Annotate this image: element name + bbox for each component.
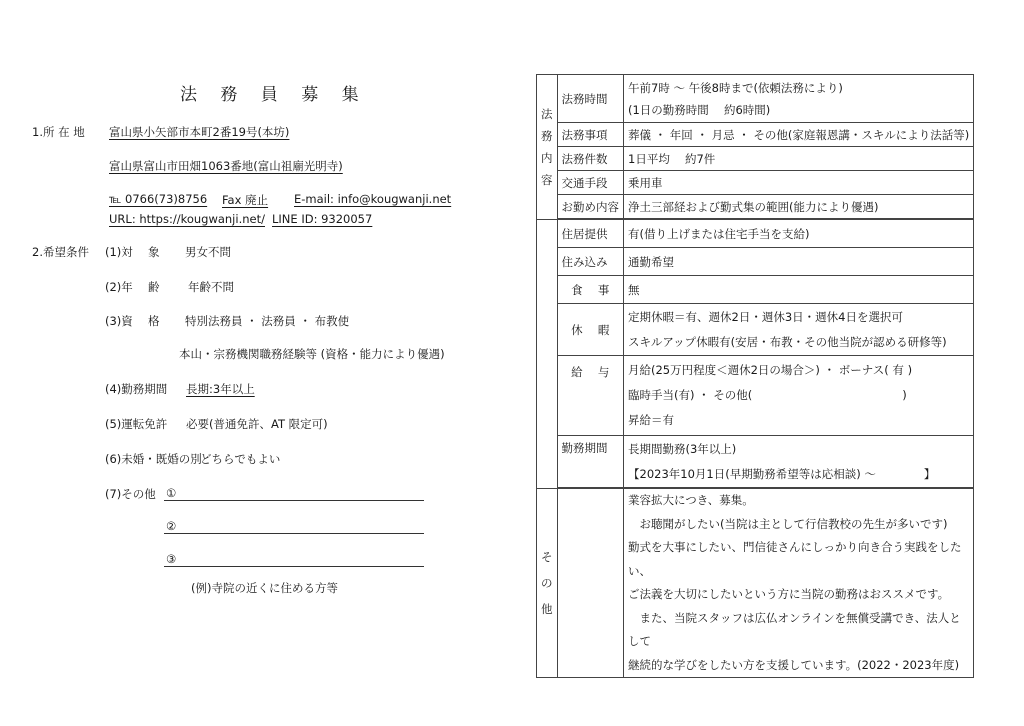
- salary-raise: 昇給＝有: [628, 413, 674, 427]
- cond-label: (6)未婚・既婚の別: [105, 452, 202, 466]
- row-value: 浄土三部経および勤式集の範囲(能力により優遇): [624, 195, 974, 219]
- section-label-other: そ の 他: [537, 489, 558, 678]
- terms-table: [536, 74, 974, 678]
- section-label-houmu: 法 務 内 容: [537, 75, 558, 220]
- table-row: [537, 356, 974, 436]
- row-value: [624, 356, 974, 436]
- holiday-skillup: スキルアップ休暇有(安居・布教・その他当院が認める研修等): [628, 334, 947, 349]
- cond-value: 年齢不問: [188, 280, 234, 294]
- row-label: 休 暇: [557, 304, 624, 356]
- table-row: [537, 220, 974, 248]
- period-start: [628, 462, 969, 487]
- salary-extra-close: ): [902, 388, 907, 402]
- cond-value: 特別法務員 ・ 法務員 ・ 布教使: [185, 314, 350, 328]
- salary-extra: [628, 383, 969, 408]
- cond-value-note: 本山・宗務機関職務経験等 (資格・能力により優遇): [179, 347, 445, 361]
- other-item-3: ③: [166, 552, 177, 566]
- table-row: [537, 304, 974, 356]
- blank-line-3: [164, 566, 424, 567]
- cond-label: (2)年 齢: [105, 280, 160, 294]
- website-url[interactable]: URL: https://kougwanji.net/: [109, 212, 265, 226]
- cond-value: 必要(普通免許、AT 限定可): [186, 417, 328, 431]
- table-row: [537, 123, 974, 147]
- blank-line-2: [164, 533, 424, 534]
- table-row: [537, 195, 974, 219]
- cond-label: (5)運転免許: [105, 417, 168, 431]
- row-value: 有(借り上げまたは住宅手当を支給): [624, 220, 974, 248]
- row-label: 交通手段: [557, 171, 624, 195]
- row-value: 1日平均 約7件: [624, 147, 974, 171]
- address-branch: 富山県富山市田畑1063番地(富山祖廟光明寺): [109, 159, 343, 173]
- note-line: 継続的な学びをしたい方を支援しています。(2022・2023年度): [628, 657, 960, 672]
- row-label: 法務件数: [557, 147, 624, 171]
- cond-label: (1)対 象: [105, 245, 160, 259]
- note-line: ご法義を大切にしたいという方に当院の勤務はおススメです。: [628, 587, 950, 601]
- period-length: 長期間勤務(3年以上): [628, 441, 737, 456]
- row-label: お勤め内容: [557, 195, 624, 219]
- row-value: [624, 304, 974, 356]
- other-item-1: ①: [166, 486, 177, 500]
- salary-extra-text: 臨時手当(有) ・ その他(: [628, 388, 753, 402]
- section-label-blank: [537, 220, 558, 489]
- cond-value: どちらでもよい: [200, 452, 281, 466]
- row-value: 葬儀 ・ 年回 ・ 月忌 ・ その他(家庭報恩講・スキルにより法話等): [624, 123, 974, 147]
- table-row: [537, 171, 974, 195]
- cond-label: (4)勤務期間: [105, 382, 168, 396]
- address-main: 富山県小矢部市本町2番19号(本坊): [109, 125, 290, 139]
- row-label: 給 与: [557, 356, 624, 436]
- row-label: 住居提供: [557, 220, 624, 248]
- location-label: 1.所 在 地: [32, 125, 85, 139]
- page-title: 法 務 員 募 集: [180, 85, 368, 105]
- salary-monthly: 月給(25万円程度＜週休2日の場合＞) ・ ボーナス( 有 ): [628, 363, 913, 377]
- other-example: (例)寺院の近くに住める方等: [191, 581, 338, 595]
- hours-daily: (1日の勤務時間 約6時間): [628, 102, 771, 117]
- row-label: 法務時間: [557, 75, 624, 123]
- blank-line-1: [164, 500, 424, 501]
- table-row: [537, 436, 974, 488]
- row-value: [624, 436, 974, 488]
- period-start-text: 【2023年10月1日(早期勤務希望等は応相談) ～: [628, 466, 876, 481]
- tel-number: ℡ 0766(73)8756: [109, 192, 208, 206]
- holiday-regular: 定期休暇＝有、週休2日・週休3日・週休4日を選択可: [628, 309, 903, 324]
- note-line: 業容拡大につき、募集。: [628, 493, 754, 507]
- table-row: [537, 248, 974, 276]
- line-id: LINE ID: 9320057: [272, 212, 373, 226]
- row-value: 無: [624, 276, 974, 304]
- row-value: 乗用車: [624, 171, 974, 195]
- other-item-2: ②: [166, 519, 177, 533]
- conditions-label: 2.希望条件: [32, 245, 89, 259]
- row-label-empty: [557, 489, 624, 678]
- cond-value: 男女不問: [185, 245, 231, 259]
- note-line: お聴聞がしたい(当院は主として行信教校の先生が多いです): [628, 516, 948, 531]
- period-start-close: 】: [923, 466, 936, 481]
- cond-label: (3)資 格: [105, 314, 160, 328]
- row-value: [624, 75, 974, 123]
- row-label: 勤務期間: [557, 436, 624, 488]
- table-row: [537, 75, 974, 123]
- other-notes: [624, 489, 974, 678]
- cond-label: (7)その他: [105, 487, 156, 501]
- table-row: [537, 276, 974, 304]
- table-row: [537, 489, 974, 678]
- cond-value: 長期:3年以上: [186, 382, 255, 396]
- row-value: 通勤希望: [624, 248, 974, 276]
- row-label: 住み込み: [557, 248, 624, 276]
- row-label: 食 事: [557, 276, 624, 304]
- table-row: [537, 147, 974, 171]
- fax-number: Fax 廃止: [222, 193, 269, 207]
- row-label: 法務事項: [557, 123, 624, 147]
- email-address[interactable]: E-mail: info@kougwanji.net: [294, 192, 452, 206]
- hours-range: 午前7時 ～ 午後8時まで(依頼法務により): [628, 80, 843, 95]
- note-line: 勤式を大事にしたい、門信徒さんにしっかり向き合う実践をしたい、: [628, 540, 962, 578]
- note-line: また、当院スタッフは広仏オンラインを無償受講でき、法人として: [628, 610, 961, 648]
